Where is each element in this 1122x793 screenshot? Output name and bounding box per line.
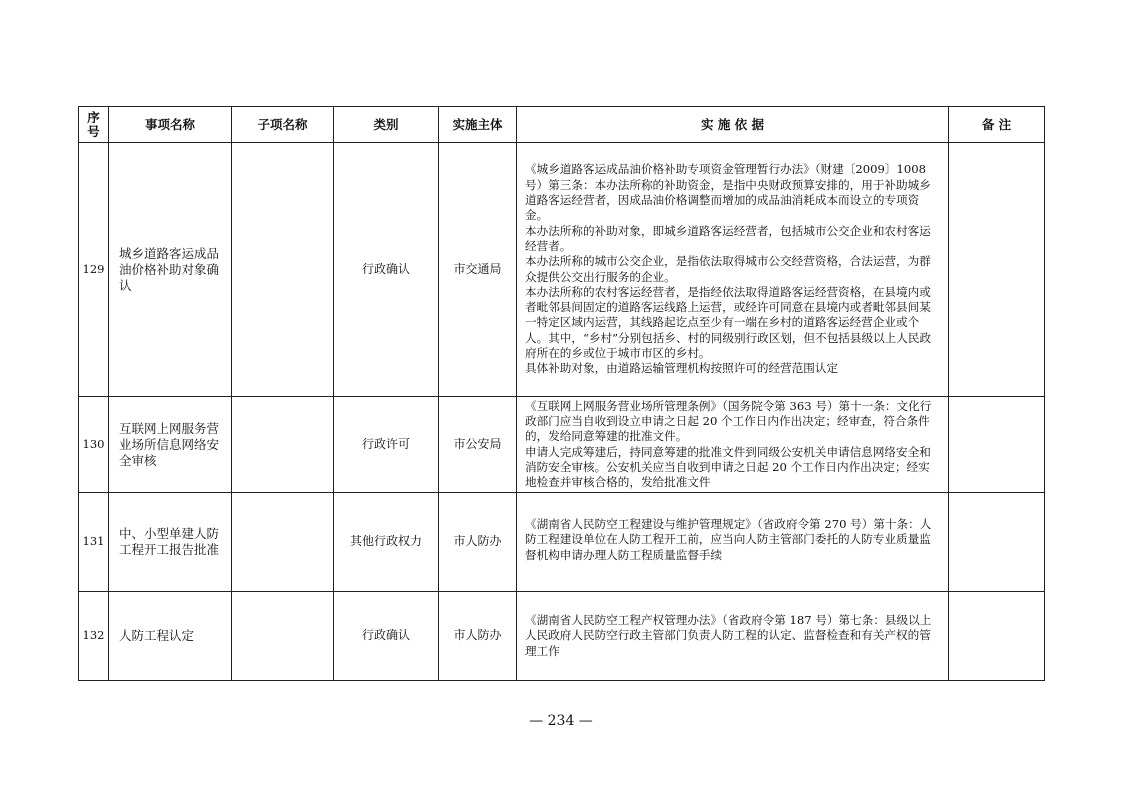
- basis-paragraph: 《城乡道路客运成品油价格补助专项资金管理暂行办法》（财建〔2009〕1008号）第三条：本办法所称的补助资金，是指中央财政预算安排的，用于补助城乡道路客运经营者，因成品油价格调整而增加的成品油消耗成本而设立的专项资金。: [525, 162, 931, 223]
- header-remarks: 备 注: [949, 107, 1045, 143]
- header-sub-item-name: 子项名称: [232, 107, 334, 143]
- basis-paragraph: 申请人完成筹建后，持同意筹建的批准文件到同级公安机关申请信息网络安全和消防安全审核。公安机关应当自收到申请之日起 20 个工作日内作出决定；经实地检查并审核合格的，发给批准文件: [525, 444, 931, 490]
- row-remarks: [949, 397, 1045, 493]
- row-seq: 130: [79, 397, 109, 493]
- row-item-name: 人防工程认定: [109, 592, 232, 681]
- page-number: — 234 —: [529, 713, 593, 729]
- header-seq: 序号: [79, 107, 109, 143]
- row-category: 行政许可: [334, 397, 439, 493]
- row-implementer: 市人防办: [439, 493, 517, 592]
- basis-paragraph: 本办法所称的补助对象，即城乡道路客运经营者，包括城市公交企业和农村客运经营者。: [525, 223, 931, 253]
- basis-paragraph: 《湖南省人民防空工程产权管理办法》（省政府令第 187 号）第七条：县级以上人民政府人民防空行政主管部门负责人防工程的认定、监督检查和有关产权的管理工作: [525, 613, 932, 658]
- basis-paragraph: 《湖南省人民防空工程建设与维护管理规定》（省政府令第 270 号）第十条：人防工程建设单位在人防工程开工前，应当向人防主管部门委托的人防专业质量监督机构申请办理人防工程质量监督手续: [525, 517, 932, 562]
- basis-paragraph: 《互联网上网服务营业场所管理条例》（国务院令第 363 号）第十一条：文化行政部门应当自收到设立申请之日起 20 个工作日内作出决定；经审查，符合条件的，发给同意筹建的批准文件。: [525, 398, 932, 444]
- row-remarks: [949, 143, 1045, 397]
- row-item-name: 互联网上网服务营业场所信息网络安全审核: [109, 397, 232, 493]
- row-sub-item-name: [232, 493, 334, 592]
- row-item-name: 城乡道路客运成品油价格补助对象确认: [109, 143, 232, 397]
- row-sub-item-name: [232, 592, 334, 681]
- basis-paragraph: 具体补助对象，由道路运输管理机构按照许可的经营范围认定: [525, 361, 839, 376]
- table-row: [79, 143, 1045, 397]
- header-category: 类别: [334, 107, 439, 143]
- header-item-name: 事项名称: [109, 107, 232, 143]
- row-basis: [517, 397, 949, 493]
- row-remarks: [949, 592, 1045, 681]
- row-basis: [517, 592, 949, 681]
- basis-paragraph: 本办法所称的城市公交企业，是指依法取得城市公交经营资格，合法运营，为群众提供公交出行服务的企业。: [525, 254, 931, 284]
- row-remarks: [949, 493, 1045, 592]
- table-row: [79, 397, 1045, 493]
- row-basis: [517, 493, 949, 592]
- row-implementer: 市公安局: [439, 397, 517, 493]
- row-category: 其他行政权力: [334, 493, 439, 592]
- row-sub-item-name: [232, 397, 334, 493]
- row-seq: 129: [79, 143, 109, 397]
- row-item-name: 中、小型单建人防工程开工报告批准: [109, 493, 232, 592]
- header-basis: 实 施 依 据: [517, 107, 949, 143]
- header-implementer: 实施主体: [439, 107, 517, 143]
- row-implementer: 市人防办: [439, 592, 517, 681]
- table-row: [79, 493, 1045, 592]
- row-basis: [517, 143, 949, 397]
- table-header-row: [79, 107, 1045, 143]
- basis-paragraph: 本办法所称的农村客运经营者，是指经依法取得道路客运经营资格，在县境内或者毗邻县间固定的道路客运线路上运营，或经许可同意在县境内或者毗邻县间某一特定区域内运营，其线路起讫点至少有一端在乡村的道路客运经营企业或个人。其中，“乡村”分别包括乡、村的同级别行政区划，但不包括县级以上人民政府所在的乡或位于城市市区的乡村。: [525, 284, 932, 360]
- row-seq: 131: [79, 493, 109, 592]
- row-category: 行政确认: [334, 143, 439, 397]
- row-seq: 132: [79, 592, 109, 681]
- row-implementer: 市交通局: [439, 143, 517, 397]
- table-row: [79, 592, 1045, 681]
- matters-table: [78, 106, 1045, 681]
- row-sub-item-name: [232, 143, 334, 397]
- row-category: 行政确认: [334, 592, 439, 681]
